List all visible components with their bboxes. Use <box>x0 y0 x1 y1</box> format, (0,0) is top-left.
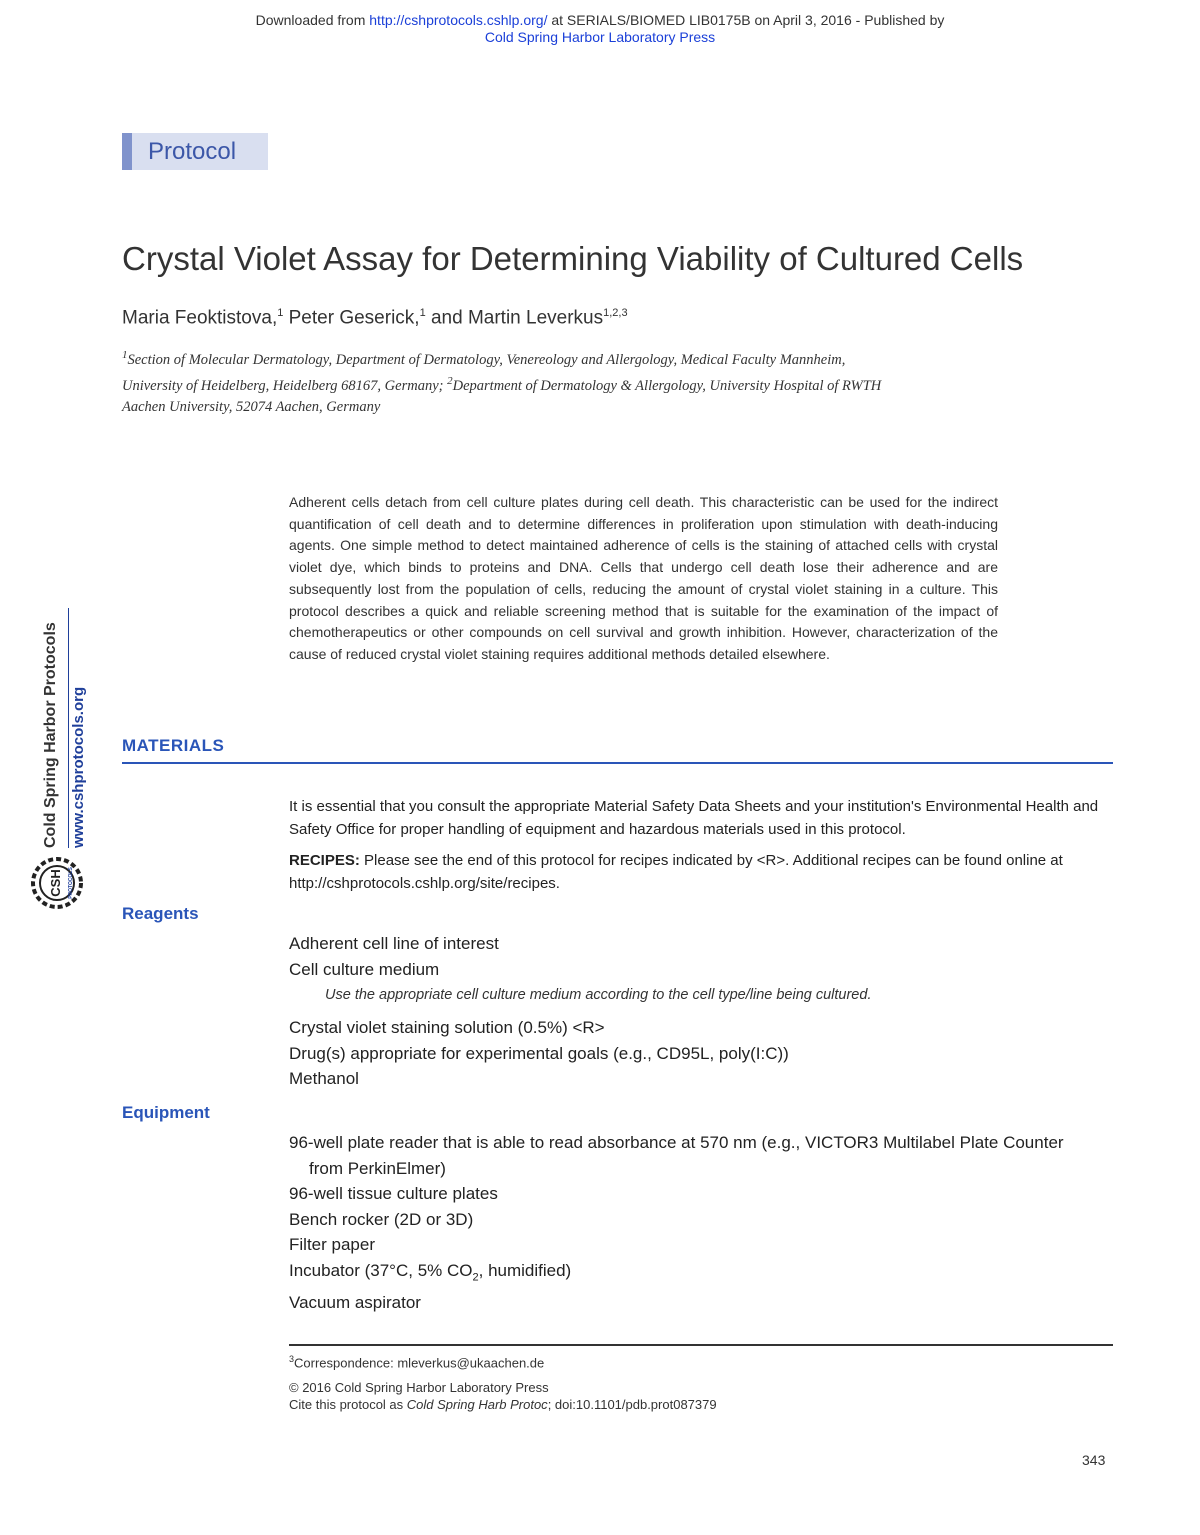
protocol-tag-label: Protocol <box>148 138 237 165</box>
equipment-heading: Equipment <box>122 1103 210 1122</box>
csh-logo-icon <box>30 856 84 910</box>
citation-line <box>289 1397 717 1412</box>
author-affil-marker: 1 <box>419 307 426 319</box>
materials-rule <box>122 762 1113 764</box>
list-item: Methanol <box>289 1069 359 1088</box>
affil-marker: 1 <box>122 349 128 361</box>
list-item: Adherent cell line of interest <box>289 934 499 953</box>
footnote-rule <box>289 1344 1113 1346</box>
sidebar-website: www.cshprotocols.org <box>70 686 87 848</box>
page-number: 343 <box>1082 1452 1106 1468</box>
author-list <box>122 307 628 329</box>
recipes-notice <box>289 849 1115 895</box>
author-name: and Martin Leverkus <box>425 307 604 329</box>
affil-marker: 2 <box>447 374 453 387</box>
affiliations <box>122 345 902 418</box>
correspondence-note <box>289 1354 544 1370</box>
list-item: Bench rocker (2D or 3D) <box>289 1209 474 1229</box>
reagents-heading: Reagents <box>122 904 199 923</box>
cite-suffix: ; doi:10.1101/pdb.prot087379 <box>547 1397 717 1412</box>
list-item: Filter paper <box>289 1235 375 1254</box>
list-item: Drug(s) appropriate for experimental goals (e.g., CD95L, poly(I:C)) <box>289 1043 789 1063</box>
materials-heading: MATERIALS <box>122 736 225 755</box>
protocol-tag <box>122 133 268 170</box>
footnote-marker: 3 <box>289 1354 295 1364</box>
list-item: Vacuum aspirator <box>289 1293 421 1313</box>
equipment-list <box>289 1130 1119 1316</box>
cite-journal: Cold Spring Harb Protoc <box>406 1397 548 1412</box>
logo-sub: PROTOCOLS <box>68 867 74 899</box>
protocol-tag-bar <box>122 133 132 170</box>
author-name: Peter Geserick, <box>283 307 420 329</box>
incubator-text: Incubator (37°C, 5% CO <box>289 1260 473 1280</box>
article-title: Crystal Violet Assay for Determining Viability of Cultured Cells <box>122 240 1024 277</box>
recipes-text: Please see the end of this protocol for recipes indicated by <R>. Additional recipes can be found online at http://cshprotocols.cshlp.org/site/recipes. <box>289 852 1063 892</box>
incubator-text-end: , humidified) <box>478 1260 572 1280</box>
source-url-link[interactable]: http://cshprotocols.cshlp.org/ <box>369 12 548 28</box>
journal-sidebar <box>28 608 92 928</box>
download-banner <box>0 12 1200 46</box>
publisher-link[interactable]: Cold Spring Harbor Laboratory Press <box>484 29 716 45</box>
list-item: Cell culture medium <box>289 959 440 979</box>
author-affil-marker: 1 <box>277 307 284 319</box>
list-item: Crystal violet staining solution (0.5%) <R> <box>289 1018 605 1037</box>
affiliation-2: Department of Dermatology & Allergology, University Hospital of RWTH Aachen University, 52074 Aachen, Germany <box>122 377 882 415</box>
reagents-list <box>289 931 1119 1092</box>
affiliation-1: Section of Molecular Dermatology, Department of Dermatology, Venereology and Allergology, Medical Faculty Mannheim, University of Heidelberg, Heidelberg 68167, Germany; <box>122 351 846 394</box>
cite-prefix: Cite this protocol as <box>289 1397 407 1412</box>
list-item-note: Use the appropriate cell culture medium according to the cell type/line being cultured. <box>325 987 872 1003</box>
download-prefix: Downloaded from <box>255 12 370 28</box>
logo-letters: CSH <box>48 869 63 897</box>
download-suffix: at SERIALS/BIOMED LIB0175B on April 3, 2016 - Published by <box>547 12 945 28</box>
safety-notice: It is essential that you consult the appropriate Material Safety Data Sheets and your institution's Environmental Health and Safety Office for proper handling of equipment and hazardous materials used in this protocol. <box>289 798 1099 838</box>
co2-subscript: 2 <box>472 1270 479 1283</box>
recipes-label: RECIPES: <box>289 852 360 869</box>
copyright-line: © 2016 Cold Spring Harbor Laboratory Press <box>289 1380 549 1395</box>
sidebar-rule <box>68 608 69 848</box>
list-item: 96-well tissue culture plates <box>289 1184 498 1203</box>
list-item-continuation: from PerkinElmer) <box>309 1158 446 1178</box>
list-item: 96-well plate reader that is able to read absorbance at 570 nm (e.g., VICTOR3 Multilabel Plate Counter <box>289 1133 1064 1152</box>
author-affil-marker: 1,2,3 <box>603 307 628 319</box>
abstract: Adherent cells detach from cell culture plates during cell death. This characteristic can be used for the indirect quantification of cell death and to determine differences in proliferation upon stimulation with death-inducing agents. One simple method to detect maintained adherence of cells is the staining of attached cells with crystal violet dye, which binds to proteins and DNA. Cells that undergo cell death lose their adherence and are subsequently lost from the population of cells, reducing the amount of crystal violet staining in a culture. This protocol describes a quick and reliable screening method that is suitable for the examination of the impact of chemotherapeutics or other compounds on cell survival and growth inhibition. However, characterization of the cause of reduced crystal violet staining requires additional methods detailed elsewhere. <box>289 494 998 662</box>
correspondence-text: Correspondence: mleverkus@ukaachen.de <box>294 1355 545 1371</box>
sidebar-journal-name: Cold Spring Harbor Protocols <box>42 622 59 848</box>
list-item <box>289 1258 1119 1291</box>
author-name: Maria Feoktistova, <box>122 307 278 329</box>
